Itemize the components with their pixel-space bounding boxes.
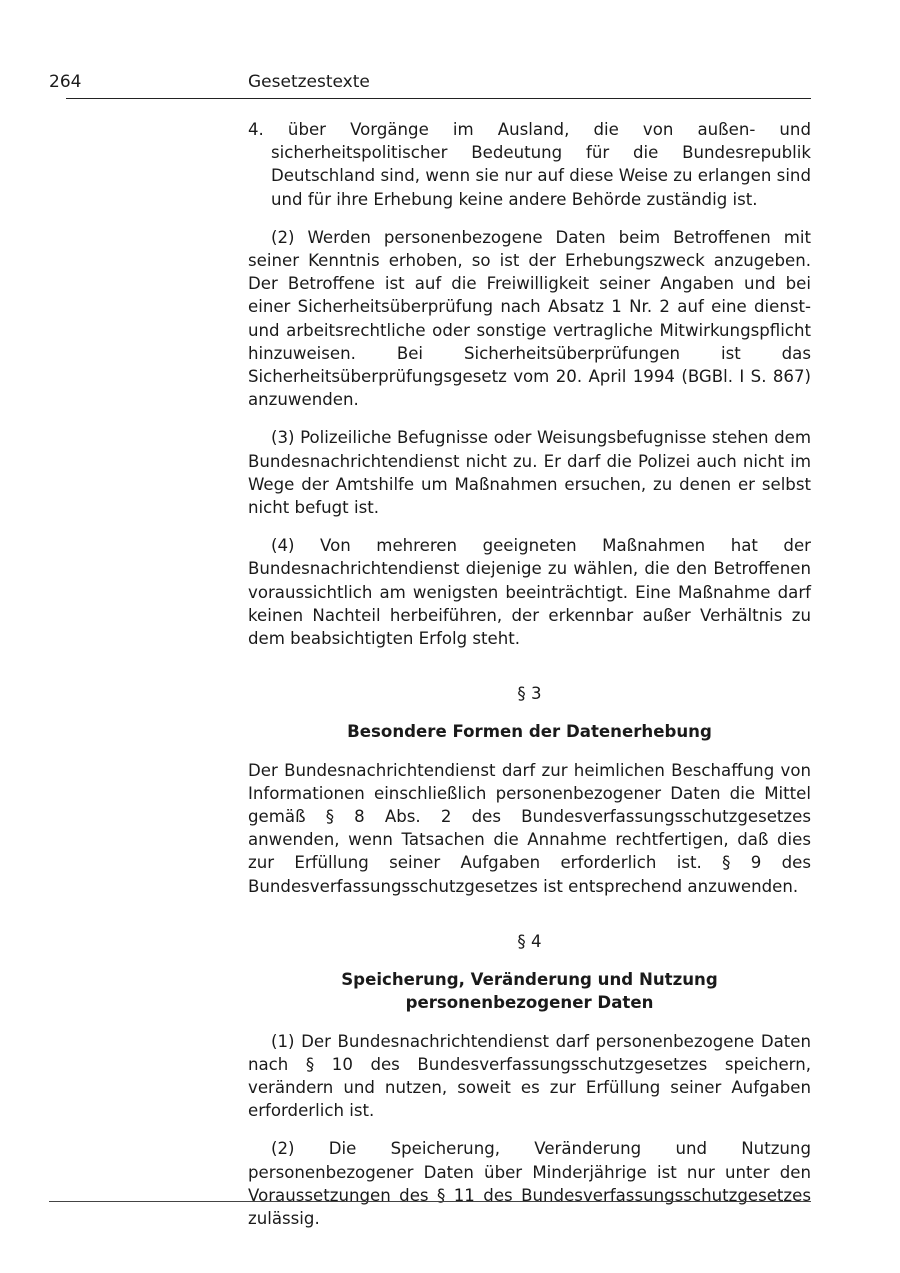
section-4-paragraph-2: (2) Die Speicherung, Veränderung und Nutzung personenbezogener Daten über Minderjährige ist nur unter den Voraussetzungen des § 11 des Bundesverfassungsschutzgesetzes zulässig. [248, 1139, 811, 1228]
page-header [49, 70, 811, 100]
section-4-title-line1: Speicherung, Veränderung und Nutzung [341, 970, 718, 990]
page-body [248, 118, 811, 1245]
footer-divider [49, 1201, 811, 1202]
page-number: 264 [49, 72, 82, 92]
section-4-mark: § 4 [517, 931, 542, 951]
section-3-mark: § 3 [517, 684, 542, 704]
paragraph-3: (3) Polizeiliche Befugnisse oder Weisungsbefugnisse stehen dem Bundesnachrichtendienst nicht zu. Er darf die Polizei auch nicht im Wege der Amtshilfe um Maßnahmen ersuchen, zu denen er selbst nicht befugt ist. [248, 428, 811, 518]
section-3-title: Besondere Formen der Datenerhebung [347, 722, 712, 742]
paragraph-4: (4) Von mehreren geeigneten Maßnahmen hat der Bundesnachrichtendienst diejenige zu wählen, die den Betroffenen voraussichtlich am wenigsten beeinträchtigt. Eine Maßnahme darf keinen Nachteil herbeiführen, der erkennbar außer Verhältnis zu dem beabsichtigten Erfolg steht. [248, 536, 811, 649]
running-title: Gesetzestexte [248, 72, 370, 92]
paragraph-2: (2) Werden personenbezogene Daten beim Betroffenen mit seiner Kenntnis erhoben, so ist der Erhebungszweck anzugeben. Der Betroffene ist auf die Freiwilligkeit seiner Angaben und bei einer Sicherheitsüberprüfung nach Absatz 1 Nr. 2 auf eine dienst- und arbeitsrechtliche oder sonstige vertragliche Mitwirkungspflicht hinzuweisen. Bei Sicherheitsüberprüfungen ist das Sicherheitsüberprüfungsgesetz vom 20. April 1994 (BGBl. I S. 867) anzuwenden. [248, 227, 811, 410]
list-item-4: 4. über Vorgänge im Ausland, die von außen- und sicherheitspolitischer Bedeutung für die Bundesrepublik Deutschland sind, wenn sie nur auf diese Weise zu erlangen sind und für ihre Erhebung keine andere Behörde zuständig ist. [248, 120, 811, 209]
section-4-title [248, 968, 811, 1014]
section-4-title-line2: personenbezogener Daten [405, 993, 654, 1013]
section-4-paragraph-1: (1) Der Bundesnachrichtendienst darf personenbezogene Daten nach § 10 des Bundesverfassungsschutzgesetzes speichern, verändern und nutzen, soweit es zur Erfüllung seiner Aufgaben erforderlich ist. [248, 1031, 811, 1121]
section-3-text: Der Bundesnachrichtendienst darf zur heimlichen Beschaffung von Informationen einschließlich personenbezogener Daten die Mittel gemäß § 8 Abs. 2 des Bundesverfassungsschutzgesetzes anwenden, wenn Tatsachen die Annahme rechtfertigen, daß dies zur Erfüllung seiner Aufgaben erforderlich ist. § 9 des Bundesverfassungsschutzgesetzes ist entsprechend anzuwenden. [248, 760, 811, 896]
header-divider [66, 98, 811, 99]
